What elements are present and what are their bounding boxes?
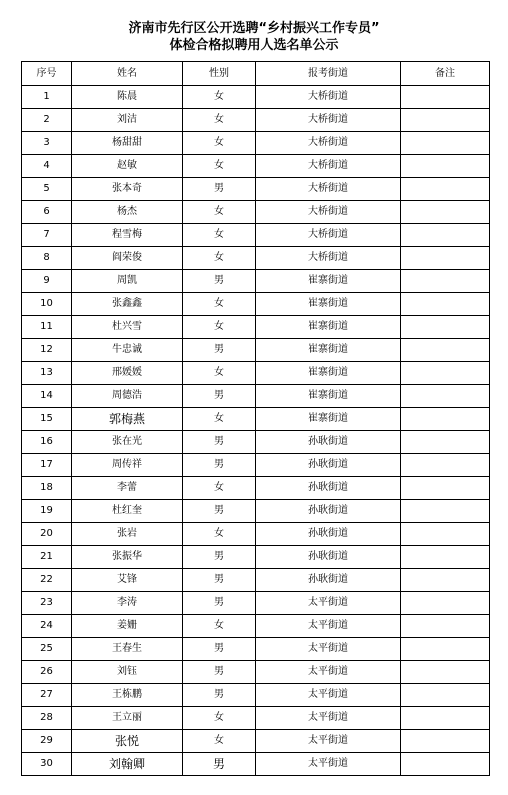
title-line-1: 济南市先行区公开选聘“乡村振兴工作专员” [128,21,380,36]
cell-note [401,385,490,408]
table-row [22,132,490,155]
cell-note [401,362,490,385]
cell-street: 孙耿街道 [256,431,401,454]
cell-gender: 男 [183,339,256,362]
cell-street: 大桥街道 [256,224,401,247]
cell-name: 张岩 [72,523,183,546]
table-row [22,707,490,730]
cell-no: 18 [22,477,72,500]
cell-gender: 女 [183,615,256,638]
cell-note [401,316,490,339]
cell-note [401,477,490,500]
cell-no: 19 [22,500,72,523]
cell-note [401,224,490,247]
cell-gender: 男 [183,178,256,201]
cell-street: 大桥街道 [256,178,401,201]
cell-no: 30 [22,753,72,776]
cell-note [401,270,490,293]
cell-no: 14 [22,385,72,408]
table-row [22,684,490,707]
cell-street: 太平街道 [256,592,401,615]
cell-name: 郭梅燕 [72,408,183,431]
cell-name: 周凯 [72,270,183,293]
cell-note [401,109,490,132]
cell-no: 23 [22,592,72,615]
cell-note [401,661,490,684]
cell-name: 艾锋 [72,569,183,592]
cell-no: 16 [22,431,72,454]
cell-no: 11 [22,316,72,339]
cell-note [401,638,490,661]
cell-name: 姜姗 [72,615,183,638]
cell-gender: 男 [183,431,256,454]
table-row [22,546,490,569]
cell-gender: 男 [183,753,256,776]
cell-no: 8 [22,247,72,270]
cell-no: 15 [22,408,72,431]
table-row [22,270,490,293]
cell-no: 4 [22,155,72,178]
cell-no: 22 [22,569,72,592]
cell-street: 孙耿街道 [256,454,401,477]
cell-note [401,684,490,707]
cell-name: 周德浩 [72,385,183,408]
cell-street: 孙耿街道 [256,569,401,592]
cell-gender: 男 [183,638,256,661]
table-row [22,247,490,270]
table-row [22,178,490,201]
cell-name: 李蕾 [72,477,183,500]
cell-no: 27 [22,684,72,707]
table-row [22,477,490,500]
title-line-2: 体检合格拟聘用人选名单公示 [169,38,339,53]
cell-name: 张鑫鑫 [72,293,183,316]
cell-street: 孙耿街道 [256,477,401,500]
cell-street: 孙耿街道 [256,523,401,546]
header-name: 姓名 [72,62,183,86]
cell-name: 张在光 [72,431,183,454]
cell-street: 大桥街道 [256,109,401,132]
table-row [22,316,490,339]
header-gender: 性别 [183,62,256,86]
cell-street: 太平街道 [256,615,401,638]
cell-note [401,408,490,431]
table-row [22,201,490,224]
cell-street: 孙耿街道 [256,500,401,523]
cell-street: 崔寨街道 [256,408,401,431]
cell-street: 崔寨街道 [256,339,401,362]
cell-gender: 女 [183,316,256,339]
table-row [22,155,490,178]
cell-no: 5 [22,178,72,201]
cell-gender: 女 [183,155,256,178]
table-header-row [22,62,490,86]
cell-name: 杨甜甜 [72,132,183,155]
cell-gender: 女 [183,707,256,730]
cell-no: 25 [22,638,72,661]
table-row [22,661,490,684]
cell-gender: 女 [183,408,256,431]
table-body [22,86,490,776]
table-row [22,86,490,109]
cell-street: 大桥街道 [256,86,401,109]
document-title [0,20,508,54]
cell-no: 29 [22,730,72,753]
cell-note [401,178,490,201]
cell-name: 张振华 [72,546,183,569]
cell-name: 程雪梅 [72,224,183,247]
table-row [22,638,490,661]
cell-note [401,523,490,546]
cell-name: 赵敏 [72,155,183,178]
cell-gender: 女 [183,362,256,385]
cell-street: 太平街道 [256,661,401,684]
cell-street: 崔寨街道 [256,270,401,293]
cell-street: 崔寨街道 [256,293,401,316]
cell-no: 24 [22,615,72,638]
cell-note [401,546,490,569]
cell-gender: 女 [183,247,256,270]
cell-gender: 女 [183,201,256,224]
cell-name: 张悦 [72,730,183,753]
header-note: 备注 [401,62,490,86]
cell-note [401,293,490,316]
cell-no: 28 [22,707,72,730]
cell-street: 大桥街道 [256,201,401,224]
cell-note [401,454,490,477]
cell-name: 陈晨 [72,86,183,109]
cell-note [401,569,490,592]
cell-name: 李涛 [72,592,183,615]
cell-no: 17 [22,454,72,477]
cell-note [401,431,490,454]
cell-note [401,247,490,270]
cell-name: 张本奇 [72,178,183,201]
table-row [22,523,490,546]
table-row [22,500,490,523]
cell-note [401,155,490,178]
cell-street: 崔寨街道 [256,316,401,339]
cell-street: 太平街道 [256,730,401,753]
cell-gender: 女 [183,293,256,316]
cell-no: 9 [22,270,72,293]
cell-street: 崔寨街道 [256,385,401,408]
table-row [22,293,490,316]
cell-note [401,500,490,523]
cell-gender: 男 [183,270,256,293]
cell-street: 大桥街道 [256,247,401,270]
cell-name: 刘钰 [72,661,183,684]
header-no: 序号 [22,62,72,86]
cell-name: 王立丽 [72,707,183,730]
cell-gender: 女 [183,109,256,132]
header-street: 报考街道 [256,62,401,86]
cell-gender: 男 [183,661,256,684]
table-row [22,569,490,592]
cell-no: 26 [22,661,72,684]
cell-no: 7 [22,224,72,247]
cell-gender: 女 [183,224,256,247]
cell-no: 6 [22,201,72,224]
cell-note [401,86,490,109]
cell-street: 崔寨街道 [256,362,401,385]
cell-street: 孙耿街道 [256,546,401,569]
cell-gender: 女 [183,477,256,500]
table-row [22,730,490,753]
cell-note [401,592,490,615]
cell-gender: 男 [183,569,256,592]
cell-name: 刘洁 [72,109,183,132]
cell-note [401,707,490,730]
table-row [22,753,490,776]
table-row [22,454,490,477]
table-row [22,385,490,408]
cell-name: 邢媛媛 [72,362,183,385]
cell-note [401,339,490,362]
cell-gender: 男 [183,592,256,615]
cell-street: 太平街道 [256,707,401,730]
cell-name: 杜兴雪 [72,316,183,339]
cell-name: 杨杰 [72,201,183,224]
cell-note [401,730,490,753]
cell-name: 王栋鹏 [72,684,183,707]
cell-no: 1 [22,86,72,109]
cell-no: 13 [22,362,72,385]
cell-gender: 女 [183,132,256,155]
cell-street: 大桥街道 [256,132,401,155]
cell-note [401,201,490,224]
cell-gender: 男 [183,500,256,523]
cell-note [401,615,490,638]
cell-name: 杜红奎 [72,500,183,523]
cell-gender: 男 [183,385,256,408]
cell-no: 20 [22,523,72,546]
cell-no: 12 [22,339,72,362]
table-row [22,109,490,132]
cell-street: 大桥街道 [256,155,401,178]
table-row [22,592,490,615]
cell-name: 王春生 [72,638,183,661]
cell-name: 阎荣俊 [72,247,183,270]
cell-no: 21 [22,546,72,569]
table-row [22,339,490,362]
cell-name: 刘翰卿 [72,753,183,776]
cell-gender: 男 [183,684,256,707]
cell-gender: 女 [183,730,256,753]
table-row [22,615,490,638]
cell-note [401,753,490,776]
table-row [22,431,490,454]
cell-no: 2 [22,109,72,132]
cell-name: 周传祥 [72,454,183,477]
candidate-table [21,61,490,776]
cell-street: 太平街道 [256,684,401,707]
cell-street: 太平街道 [256,638,401,661]
cell-gender: 女 [183,523,256,546]
cell-gender: 男 [183,454,256,477]
table-row [22,362,490,385]
table-row [22,408,490,431]
cell-no: 3 [22,132,72,155]
cell-gender: 男 [183,546,256,569]
cell-no: 10 [22,293,72,316]
cell-note [401,132,490,155]
cell-gender: 女 [183,86,256,109]
table-row [22,224,490,247]
cell-street: 太平街道 [256,753,401,776]
cell-name: 牛忠诚 [72,339,183,362]
